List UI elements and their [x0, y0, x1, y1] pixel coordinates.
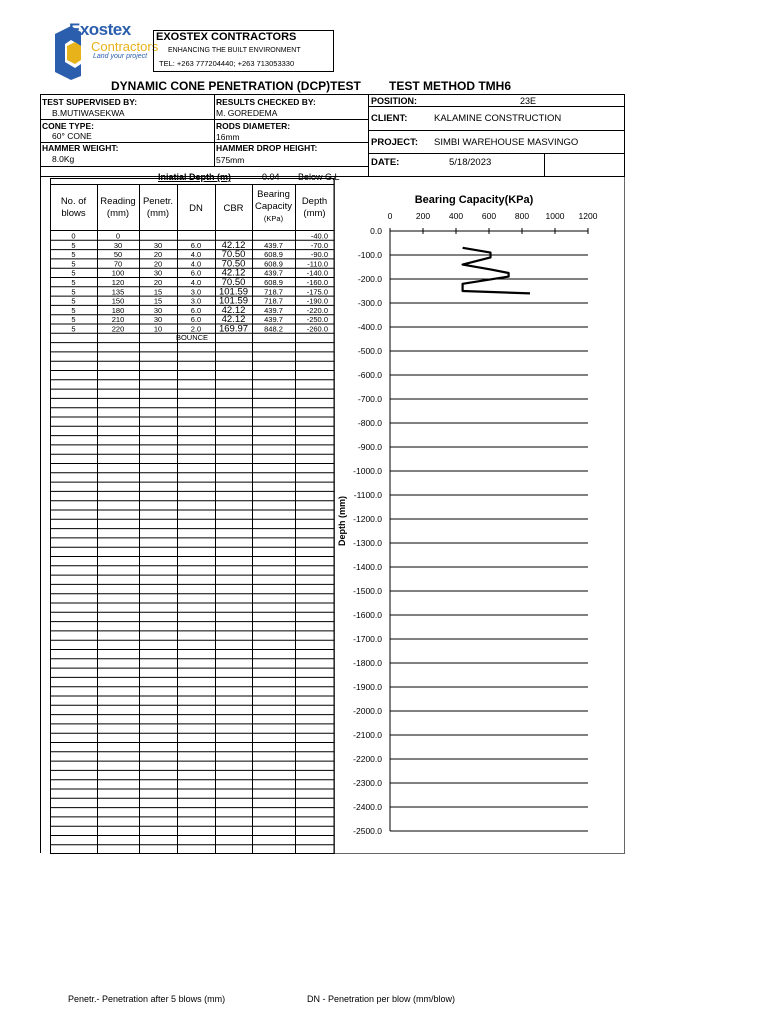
test-method: TEST METHOD TMH6	[389, 79, 511, 93]
table-cell-r4-c5: 439.7	[264, 268, 283, 278]
table-cell-r6-c1: 135	[111, 287, 125, 297]
date-value: 5/18/2023	[449, 157, 492, 168]
table-cell-r4-c6: -140.0	[306, 268, 328, 278]
table-cell-r3-c4: 70.50	[221, 258, 246, 270]
table-header-3: DN	[189, 203, 203, 214]
table-cell-r5-c6: -160.0	[306, 278, 328, 287]
chart-y-tick-label: -1900.0	[353, 682, 382, 692]
company-tel: TEL: +263 777204440; +263 713053330	[159, 59, 295, 68]
rods-diameter-value: 16mm	[216, 132, 240, 142]
table-cell-r1-c0: 5	[71, 240, 76, 250]
table-cell-r10-c4: 169.97	[218, 323, 249, 335]
chart-y-tick-label: -2300.0	[353, 778, 382, 788]
table-cell-r10-c5: 848.2	[264, 324, 283, 334]
chart-y-tick-label: -300.0	[357, 298, 382, 308]
chart-x-tick-label: 600	[481, 211, 497, 221]
chart-y-tick-label: -1600.0	[353, 610, 382, 620]
table-cell-r5-c3: 4.0	[190, 278, 202, 287]
logo-word-contractors: Contractors	[91, 39, 159, 54]
bearing-capacity-chart	[334, 176, 626, 856]
table-cell-r5-c5: 608.9	[264, 278, 283, 287]
rods-diameter-label: RODS DIAMETER:	[216, 121, 291, 131]
table-cell-r5-c4: 70.50	[221, 277, 246, 288]
chart-y-tick-label: -1500.0	[353, 586, 382, 596]
client-label: CLIENT:	[371, 113, 408, 124]
table-cell-r4-c0: 5	[71, 268, 76, 278]
table-cell-r6-c4: 101.59	[218, 286, 249, 298]
initial-depth-label: Iniatial Depth (m)	[158, 172, 232, 182]
drop-height-label: HAMMER DROP HEIGHT:	[216, 143, 318, 153]
chart-y-tick-label: -800.0	[357, 418, 382, 428]
chart-x-tick-label: 200	[415, 211, 431, 221]
table-cell-r6-c5: 718.7	[264, 287, 283, 297]
chart-y-tick-label: -700.0	[357, 394, 382, 404]
chart-y-tick-label: -2200.0	[353, 754, 382, 764]
table-cell-r2-c5: 608.9	[264, 250, 283, 260]
table-cell-r8-c6: -220.0	[306, 305, 328, 315]
table-cell-r2-c2: 20	[153, 250, 163, 260]
table-cell-r0-c0: 0	[71, 231, 76, 241]
table-cell-r6-c0: 5	[71, 287, 76, 297]
chart-x-tick-label: 1000	[545, 211, 565, 221]
chart-y-tick-label: -2400.0	[353, 802, 382, 812]
table-cell-r3-c1: 70	[113, 259, 123, 269]
table-header-6: Depth (mm)	[301, 196, 328, 219]
table-cell-r6-c3: 3.0	[190, 287, 202, 297]
chart-y-tick-label: -2000.0	[353, 706, 382, 716]
date-label: DATE:	[371, 157, 400, 168]
table-cell-r9-c0: 5	[71, 315, 76, 325]
chart-y-tick-label: -1700.0	[353, 634, 382, 644]
footnote-dn: DN - Penetration per blow (mm/blow)	[307, 994, 456, 1004]
drop-height-value: 575mm	[216, 155, 245, 165]
table-cell-r1-c1: 30	[113, 240, 123, 250]
position-label: POSITION:	[371, 96, 418, 106]
checked-value: M. GOREDEMA	[216, 108, 278, 118]
table-cell-r1-c4: 42.12	[221, 239, 246, 251]
cone-type-value: 60° CONE	[52, 131, 92, 141]
table-header-2: Penetr. (mm)	[142, 196, 174, 219]
table-cell-r3-c2: 20	[153, 259, 163, 269]
chart-y-tick-label: -500.0	[357, 346, 382, 356]
chart-y-tick-label: -900.0	[357, 442, 382, 452]
table-cell-r9-c6: -250.0	[306, 315, 328, 325]
table-cell-r8-c3: 6.0	[190, 305, 202, 315]
table-cell-r1-c5: 439.7	[264, 240, 283, 250]
chart-y-tick-label: -200.0	[357, 274, 382, 284]
table-cell-r7-c1: 150	[111, 296, 125, 306]
project-value: SIMBI WAREHOUSE MASVINGO	[434, 137, 579, 148]
supervised-label: TEST SUPERVISED BY:	[42, 97, 138, 107]
table-cell-r4-c1: 100	[111, 268, 125, 278]
supervised-value: B.MUTIWASEKWA	[52, 108, 125, 118]
table-cell-r8-c4: 42.12	[221, 304, 246, 316]
footnote-penetr: Penetr.- Penetration after 5 blows (mm)	[68, 994, 226, 1004]
table-cell-r8-c5: 439.7	[264, 305, 283, 315]
table-cell-r9-c5: 439.7	[264, 315, 283, 325]
table-cell-r2-c4: 70.50	[221, 249, 246, 261]
client-value: KALAMINE CONSTRUCTION	[434, 113, 562, 124]
table-cell-r2-c1: 50	[113, 250, 123, 260]
table-cell-r10-c6: -260.0	[306, 324, 328, 334]
table-bounce-note: BOUNCE	[175, 332, 209, 342]
table-cell-r10-c3: 2.0	[190, 324, 202, 334]
table-cell-r9-c2: 30	[153, 315, 163, 325]
table-header-1: Reading (mm)	[100, 196, 136, 219]
table-cell-r9-c1: 210	[111, 315, 125, 325]
chart-y-tick-label: -400.0	[357, 322, 382, 332]
table-cell-r3-c6: -110.0	[307, 259, 328, 269]
table-cell-r10-c0: 5	[71, 324, 76, 334]
table-cell-r9-c4: 42.12	[221, 314, 246, 326]
chart-x-tick-label: 1200	[578, 211, 598, 221]
initial-depth-suffix: Below G.L	[298, 172, 340, 182]
table-cell-r7-c6: -190.0	[306, 296, 328, 306]
table-cell-r6-c2: 15	[153, 287, 163, 297]
company-name: EXOSTEX CONTRACTORS	[156, 31, 297, 43]
cone-type-label: CONE TYPE:	[42, 121, 94, 131]
project-label: PROJECT:	[371, 137, 418, 148]
table-cell-r7-c5: 718.7	[264, 296, 283, 306]
chart-y-tick-label: -2100.0	[353, 730, 382, 740]
dcp-data-table	[0, 0, 340, 860]
chart-gridlines	[390, 228, 588, 831]
table-cell-r4-c4: 42.12	[221, 267, 246, 279]
chart-y-tick-label: -2500.0	[353, 826, 382, 836]
company-tagline: ENHANCING THE BUILT ENVIRONMENT	[168, 47, 301, 54]
chart-y-tick-label: -1200.0	[353, 514, 382, 524]
table-cell-r7-c4: 101.59	[218, 295, 249, 307]
table-cell-r5-c0: 5	[71, 278, 76, 287]
hammer-weight-value: 8.0Kg	[52, 154, 75, 164]
table-header-0: No. of blows	[60, 196, 87, 219]
chart-y-tick-label: -1100.0	[353, 490, 382, 500]
table-cell-r4-c2: 30	[153, 268, 163, 278]
table-cell-r3-c0: 5	[71, 259, 76, 269]
chart-y-axis-label: Depth (mm)	[337, 496, 347, 546]
table-cell-r9-c3: 6.0	[190, 315, 202, 325]
table-cell-r2-c0: 5	[71, 250, 76, 260]
logo-tagline: Land your project	[93, 53, 148, 60]
initial-depth-value: 0.04	[262, 172, 280, 182]
table-cell-r7-c3: 3.0	[190, 296, 202, 306]
page-title: DYNAMIC CONE PENETRATION (DCP)TEST	[111, 79, 361, 93]
chart-y-tick-label: -1400.0	[353, 562, 382, 572]
chart-title: Bearing Capacity(KPa)	[414, 194, 534, 206]
position-value: 23E	[520, 96, 537, 106]
table-cell-r0-c1: 0	[115, 231, 121, 241]
hammer-weight-label: HAMMER WEIGHT:	[42, 143, 119, 153]
chart-y-tick-label: 0.0	[370, 226, 382, 236]
chart-x-tick-label: 400	[448, 211, 464, 221]
table-cell-r5-c1: 120	[111, 278, 125, 287]
chart-y-tick-label: -100.0	[357, 250, 382, 260]
table-cell-r1-c2: 30	[153, 240, 163, 250]
table-cell-r8-c0: 5	[71, 305, 76, 315]
chart-y-tick-label: -1000.0	[353, 466, 382, 476]
table-cell-r3-c5: 608.9	[264, 259, 283, 269]
table-header-5: Bearing Capacity (KPa)	[255, 189, 292, 223]
table-cell-r1-c3: 6.0	[190, 240, 202, 250]
table-cell-r6-c6: -175.0	[306, 287, 328, 297]
table-cell-r7-c2: 15	[153, 296, 163, 306]
chart-y-tick-label: -1800.0	[353, 658, 382, 668]
table-header-4: CBR	[223, 203, 244, 214]
table-cell-r8-c1: 180	[111, 305, 125, 315]
logo-word-exostex: Exostex	[69, 20, 131, 39]
checked-label: RESULTS CHECKED BY:	[216, 97, 316, 107]
chart-y-tick-label: -1300.0	[353, 538, 382, 548]
table-cell-r10-c2: 10	[153, 324, 163, 334]
table-cell-r5-c2: 20	[153, 278, 163, 287]
table-cell-r10-c1: 220	[111, 324, 125, 334]
table-grid-lines	[41, 177, 335, 854]
table-cell-r7-c0: 5	[71, 296, 76, 306]
chart-y-tick-label: -600.0	[357, 370, 382, 380]
table-cell-r3-c3: 4.0	[190, 259, 202, 269]
table-cell-r2-c3: 4.0	[190, 250, 202, 260]
table-cell-r1-c6: -70.0	[310, 240, 328, 250]
table-cell-r4-c3: 6.0	[190, 268, 202, 278]
table-cell-r8-c2: 30	[153, 305, 163, 315]
table-cell-r2-c6: -90.0	[310, 250, 328, 260]
chart-x-tick-label: 0	[387, 211, 393, 221]
chart-x-tick-label: 800	[514, 211, 530, 221]
table-cell-r0-c6: -40.0	[310, 231, 328, 241]
